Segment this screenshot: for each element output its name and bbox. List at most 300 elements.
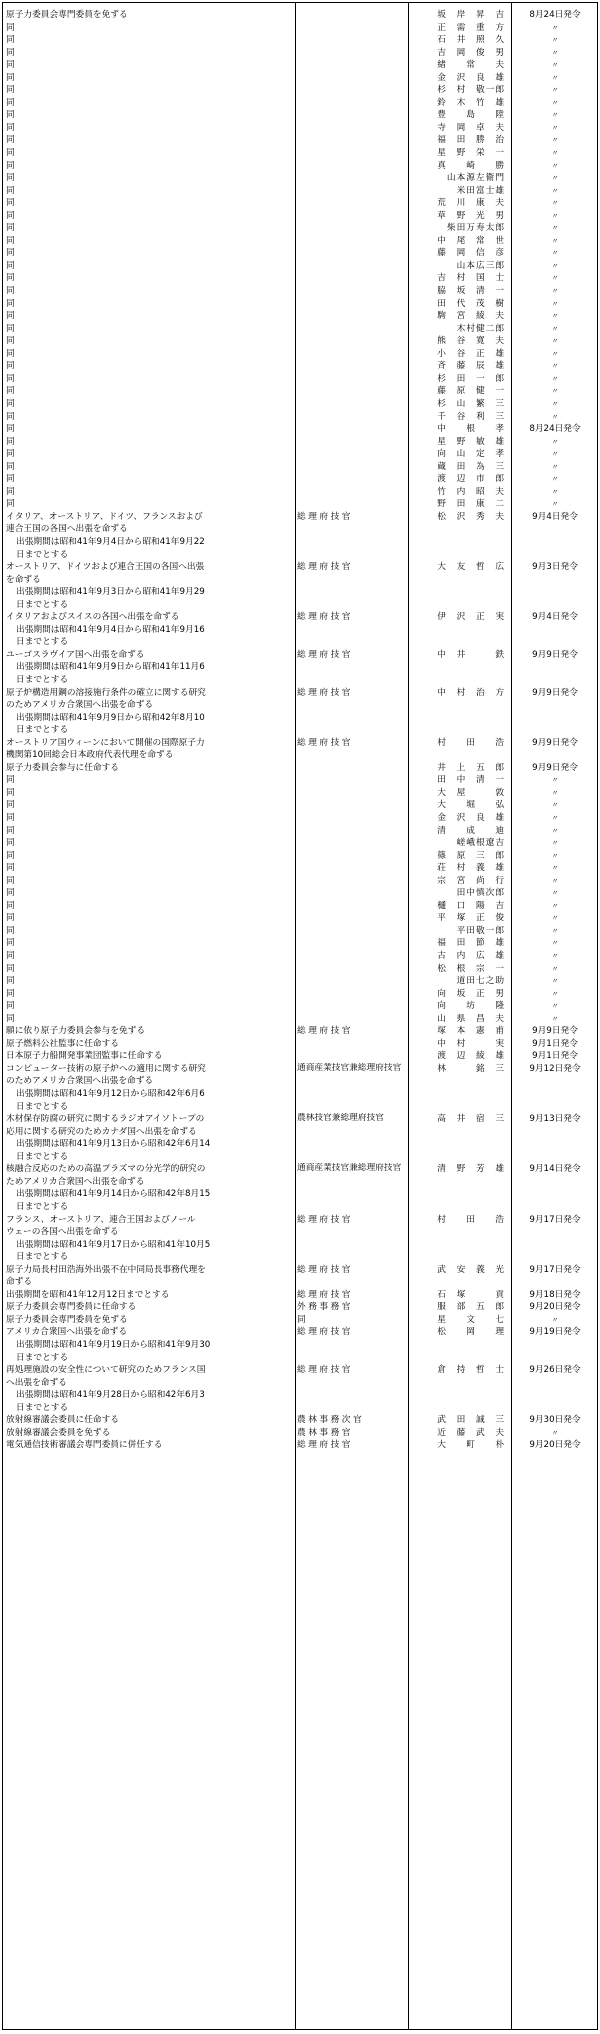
person-name: 倉 持 哲 士 (437, 1365, 505, 1376)
issue-date: 9月20日発令 (529, 1302, 581, 1313)
appointment-matter (6, 109, 293, 122)
issue-date: 〃 (551, 964, 559, 973)
person-name: 向 山 定 孝 (437, 449, 505, 460)
table-row (3, 812, 597, 825)
table-row (3, 963, 597, 976)
official-post: 通商産業技官兼総理府技官 (297, 1163, 402, 1174)
person-name: 鈴 木 竹 雄 (437, 97, 505, 108)
matter-line: 出張期間を昭和41年12月12日までとする (6, 1289, 170, 1300)
appointment-matter (6, 1214, 293, 1264)
table-row (3, 1427, 597, 1440)
matter-line: 同 (6, 925, 15, 936)
matter-line: を命ずる (6, 574, 41, 585)
issue-date: 〃 (551, 287, 559, 296)
person-name: 林 銘 三 (437, 1063, 505, 1074)
travel-period-note: 出張期間は昭和41年9月28日から昭和42年6月3 (16, 1390, 205, 1401)
matter-line: 同 (6, 888, 15, 899)
matter-line: 同 (6, 198, 15, 209)
appointment-matter (6, 260, 293, 273)
table-row (3, 774, 597, 787)
table-row (3, 160, 597, 173)
issue-date: 〃 (551, 901, 559, 910)
issue-date: 〃 (551, 136, 559, 145)
person-name: 松 沢 秀 夫 (437, 511, 505, 522)
official-post: 外務事務官 (297, 1302, 353, 1313)
table-row (3, 511, 597, 561)
appointment-matter (6, 84, 293, 97)
issue-date: 〃 (551, 1002, 559, 1011)
person-name: 山 県 昌 夫 (437, 1013, 505, 1024)
travel-period-note: 日までとする (16, 637, 69, 648)
issue-date: 〃 (551, 362, 559, 371)
appointment-matter (6, 147, 293, 160)
official-post: 総理府技官 (297, 1214, 353, 1225)
table-row (3, 134, 597, 147)
table-row (3, 498, 597, 511)
appointment-matter (6, 1113, 293, 1163)
matter-line: 原子力委員会専門委員を免ずる (6, 10, 128, 20)
person-name: 松 岡 理 (437, 1327, 505, 1338)
person-name: 伊 沢 正 実 (437, 612, 505, 623)
issue-date: 〃 (551, 211, 559, 220)
table-row (3, 298, 597, 311)
person-name: 田中慎次郎 (456, 888, 505, 899)
issue-date: 〃 (551, 324, 559, 333)
appointment-matter (6, 875, 293, 888)
matter-line: 原子力局長村田浩海外出張不在中同局長事務代理を (6, 1264, 206, 1275)
person-name: 吉 岡 俊 男 (437, 47, 505, 58)
issue-date: 〃 (551, 36, 559, 45)
issue-date: 〃 (551, 500, 559, 509)
matter-line: 同 (6, 449, 15, 460)
person-name: 松 根 宗 一 (437, 963, 505, 974)
matter-line: 同 (6, 260, 15, 271)
table-row (3, 900, 597, 913)
travel-period-note: 日までとする (16, 725, 69, 736)
person-name: 寺 岡 卓 夫 (437, 122, 505, 133)
person-name: 田 代 茂 樹 (437, 298, 505, 309)
matter-line: イタリアおよびスイスの各国へ出張を命ずる (6, 612, 180, 623)
table-row (3, 310, 597, 323)
table-row (3, 762, 597, 775)
travel-period-note: 出張期間は昭和41年9月13日から昭和42年6月14 (16, 1139, 211, 1150)
table-row (3, 561, 597, 611)
official-post: 総理府技官 (297, 687, 353, 698)
issue-date: 〃 (551, 399, 559, 408)
matter-line: 原子燃料公社監事に任命する (6, 1038, 119, 1049)
travel-period-note: 日までとする (16, 1151, 69, 1162)
person-name: 清 成 迪 (437, 825, 505, 836)
official-post: 農林事務官 (297, 1427, 353, 1438)
table-row (3, 887, 597, 900)
issue-date: 9月4日発令 (532, 511, 578, 522)
person-name: 吉 村 国 士 (437, 273, 505, 284)
matter-line: 同 (6, 323, 15, 334)
appointment-matter (6, 59, 293, 72)
table-row (3, 411, 597, 424)
matter-line: 同 (6, 813, 15, 823)
matter-line: 同 (6, 963, 15, 974)
table-row (3, 649, 597, 687)
issue-date: 9月12日発令 (529, 1063, 581, 1074)
table-row (3, 925, 597, 938)
appointment-list (3, 9, 597, 1452)
issue-date: 9月17日発令 (529, 1214, 581, 1225)
appointment-matter (6, 423, 293, 436)
person-name: 平 塚 正 俊 (437, 913, 505, 924)
issue-date: 〃 (551, 98, 559, 107)
travel-period-note: 出張期間は昭和41年9月4日から昭和41年9月16 (16, 624, 205, 635)
issue-date: 9月26日発令 (529, 1365, 581, 1376)
person-name: 藤 原 健 一 (437, 386, 505, 397)
travel-period-note: 出張期間は昭和41年9月19日から昭和41年9月30 (16, 1339, 211, 1350)
person-name: 杉 村 敬一郎 (437, 85, 505, 96)
table-row (3, 1038, 597, 1051)
issue-date: 〃 (551, 788, 559, 797)
matter-line: 同 (6, 135, 15, 146)
table-row (3, 260, 597, 273)
matter-line: 同 (6, 775, 15, 786)
person-name: 渡 辺 市 郎 (437, 474, 505, 485)
person-name: 村 田 浩 (437, 737, 505, 748)
matter-line: 放射線審議会委員を免ずる (6, 1427, 111, 1438)
matter-line: 同 (6, 235, 15, 246)
person-name: 星 文 七 (437, 1314, 505, 1325)
issue-date: 〃 (551, 1428, 559, 1437)
issue-date: 〃 (551, 889, 559, 898)
appointment-matter (6, 1163, 293, 1213)
matter-line: アメリカ合衆国へ出張を命ずる (6, 1327, 128, 1338)
person-name: 坂 岸 昇 吉 (437, 10, 505, 20)
table-row (3, 72, 597, 85)
issue-date: 〃 (551, 174, 559, 183)
matter-line: コンピューター技術の原子炉への適用に関する研究 (6, 1063, 206, 1074)
matter-line: 同 (6, 499, 15, 510)
appointment-matter (6, 937, 293, 950)
appointment-matter (6, 97, 293, 110)
table-row (3, 222, 597, 235)
appointment-matter (6, 398, 293, 411)
official-post: 総理府技官 (297, 649, 353, 660)
matter-line: 同 (6, 938, 15, 949)
person-name: 大 堀 弘 (437, 800, 505, 811)
appointment-matter (6, 436, 293, 449)
matter-line: 同 (6, 951, 15, 962)
appointment-matter (6, 285, 293, 298)
person-name: 熊 谷 寛 夫 (437, 336, 505, 347)
person-name: 米田富士雄 (456, 185, 505, 196)
appointment-matter (6, 887, 293, 900)
issue-date: 〃 (551, 776, 559, 785)
appointment-matter (6, 47, 293, 60)
appointment-matter (6, 235, 293, 248)
appointment-matter (6, 461, 293, 474)
appointment-matter (6, 172, 293, 185)
person-name: 柴田万寿太郎 (446, 223, 505, 234)
appointment-matter (6, 950, 293, 963)
issue-date: 9月9日発令 (532, 687, 578, 698)
issue-date: 9月9日発令 (532, 737, 578, 748)
matter-line: 同 (6, 298, 15, 309)
matter-line: 同 (6, 373, 15, 384)
issue-date: 〃 (551, 111, 559, 120)
table-row (3, 473, 597, 486)
matter-line: 応用に関する研究のためカナダ国へ出張を命ずる (6, 1126, 197, 1137)
official-post: 農林技官兼総理府技官 (297, 1113, 384, 1124)
matter-line: 同 (6, 386, 15, 397)
official-post: 総理府技官 (297, 1327, 353, 1338)
appointment-matter (6, 900, 293, 913)
table-row (3, 423, 597, 436)
travel-period-note: 日までとする (16, 1201, 69, 1212)
person-name: 小 谷 正 雄 (437, 348, 505, 359)
appointment-matter (6, 247, 293, 260)
issue-date: 〃 (551, 939, 559, 948)
matter-line: 放射線審議会委員に任命する (6, 1415, 119, 1426)
appointment-matter (6, 486, 293, 499)
person-name: 樋 口 陽 吉 (437, 900, 505, 911)
table-row (3, 875, 597, 888)
issue-date: 〃 (551, 249, 559, 258)
matter-line: 同 (6, 210, 15, 221)
person-name: 荘 村 義 雄 (437, 863, 505, 874)
table-row (3, 1000, 597, 1013)
appointment-matter (6, 160, 293, 173)
appointment-matter (6, 411, 293, 424)
travel-period-note: 日までとする (16, 599, 69, 610)
table-row (3, 247, 597, 260)
person-name: 脇 坂 清 一 (437, 286, 505, 297)
table-row (3, 210, 597, 223)
matter-line: 同 (6, 248, 15, 259)
appointment-matter (6, 197, 293, 210)
person-name: 山本広三郎 (456, 260, 505, 271)
matter-line: オーストリア国ウィーンにおいて開催の国際原子力 (6, 737, 205, 748)
table-row (3, 436, 597, 449)
person-name: 木村健二郎 (456, 323, 505, 334)
person-name: 村 田 浩 (437, 1214, 505, 1225)
matter-line: 同 (6, 1013, 15, 1024)
matter-line: 同 (6, 424, 15, 435)
person-name: 蔵 田 為 三 (437, 461, 505, 472)
issue-date: 〃 (551, 161, 559, 170)
matter-line: ためアメリカ合衆国へ出張を命ずる (6, 1176, 145, 1187)
person-name: 真 崎 勝 (437, 160, 505, 171)
matter-line: のためアメリカ合衆国へ出張を命ずる (6, 700, 154, 711)
matter-line: 原子力委員会参与に任命する (6, 762, 119, 773)
table-row (3, 1013, 597, 1026)
appointment-matter (6, 1314, 293, 1327)
issue-date: 〃 (551, 1014, 559, 1023)
appointment-matter (6, 687, 293, 737)
person-name: 星 野 栄 一 (437, 148, 505, 159)
issue-date: 〃 (551, 851, 559, 860)
matter-line: 同 (6, 35, 15, 46)
issue-date: 〃 (551, 487, 559, 496)
travel-period-note: 出張期間は昭和41年9月9日から昭和41年11月6 (16, 662, 205, 673)
appointment-matter (6, 850, 293, 863)
appointment-matter (6, 963, 293, 976)
issue-date: 〃 (551, 914, 559, 923)
person-name: 中 村 実 (437, 1038, 505, 1049)
matter-line: 同 (6, 863, 15, 874)
matter-line: 核融合反応のための高温プラズマの分光学的研究の (6, 1164, 206, 1175)
issue-date: 〃 (551, 186, 559, 195)
table-row (3, 837, 597, 850)
table-row (3, 1364, 597, 1414)
appointment-matter (6, 1414, 293, 1427)
person-name: 金 沢 良 雄 (437, 72, 505, 83)
table-row (3, 611, 597, 649)
issue-date: 9月1日発令 (532, 1051, 578, 1062)
matter-line: ユーゴスラヴイア国へ出張を命ずる (6, 649, 145, 660)
table-row (3, 912, 597, 925)
table-row (3, 185, 597, 198)
person-name: 荒 川 康 夫 (437, 198, 505, 209)
issue-date: 〃 (551, 989, 559, 998)
appointment-matter (6, 9, 293, 22)
table-row (3, 799, 597, 812)
matter-line: 同 (6, 486, 15, 497)
table-row (3, 787, 597, 800)
matter-line: イタリア、オーストリア、ドイツ、フランスおよび (6, 511, 203, 522)
matter-line: 同 (6, 60, 15, 71)
travel-period-note: 日までとする (16, 549, 69, 560)
table-row (3, 950, 597, 963)
travel-period-note: 出張期間は昭和41年9月3日から昭和41年9月29 (16, 587, 205, 598)
issue-date: 9月9日発令 (532, 762, 578, 773)
matter-line: 同 (6, 787, 15, 798)
travel-period-note: 日までとする (16, 1101, 69, 1112)
official-post: 通商産業技官兼総理府技官 (297, 1062, 402, 1073)
appointment-matter (6, 912, 293, 925)
matter-line: 同 (6, 311, 15, 322)
issue-date: 〃 (551, 437, 559, 446)
appointment-matter (6, 134, 293, 147)
person-name: 金 沢 良 雄 (437, 813, 505, 823)
table-row (3, 1264, 597, 1289)
person-name: 塚 本 憲 甫 (437, 1026, 505, 1037)
matter-line: 同 (6, 173, 15, 184)
person-name: 武 田 誠 三 (437, 1415, 505, 1426)
issue-date: 9月13日発令 (529, 1114, 581, 1125)
person-name: 宗 宮 尚 行 (437, 875, 505, 886)
table-row (3, 1326, 597, 1364)
person-name: 田 中 清 一 (437, 775, 505, 786)
appointment-matter (6, 72, 293, 85)
appointment-matter (6, 473, 293, 486)
matter-line: 電気通信技術審議会専門委員に併任する (6, 1440, 163, 1451)
matter-line: のためアメリカ合衆国へ出張を命ずる (6, 1076, 154, 1087)
issue-date: 9月9日発令 (532, 1026, 578, 1037)
table-row (3, 1289, 597, 1302)
person-name: 高 井 宿 三 (437, 1114, 505, 1125)
table-row (3, 22, 597, 35)
matter-line: 機関第10回総会日本政府代表代理を命ずる (6, 750, 174, 761)
person-name: 中 井 鉄 (437, 649, 505, 660)
issue-date: 〃 (551, 926, 559, 935)
matter-line: 同 (6, 286, 15, 297)
table-row (3, 687, 597, 737)
matter-line: 同 (6, 273, 15, 284)
table-row (3, 84, 597, 97)
matter-line: フランス、オーストリア、連合王国およびノール (6, 1214, 196, 1225)
matter-line: 同 (6, 474, 15, 485)
table-row (3, 1414, 597, 1427)
matter-line: 同 (6, 411, 15, 422)
appointment-matter (6, 448, 293, 461)
issue-date: 〃 (551, 826, 559, 835)
appointment-matter (6, 335, 293, 348)
appointment-matter (6, 1038, 293, 1051)
matter-line: 同 (6, 461, 15, 472)
issue-date: 〃 (551, 86, 559, 95)
table-row (3, 1439, 597, 1452)
table-row (3, 97, 597, 110)
matter-line: 同 (6, 825, 15, 836)
issue-date: 9月19日発令 (529, 1327, 581, 1338)
matter-line: 同 (6, 398, 15, 409)
issue-date: 〃 (551, 814, 559, 822)
official-post: 総理府技官 (297, 1365, 353, 1376)
issue-date: 〃 (551, 224, 559, 233)
person-name: 星 野 敏 雄 (437, 436, 505, 447)
issue-date: 〃 (551, 123, 559, 132)
appointment-matter (6, 348, 293, 361)
table-row (3, 285, 597, 298)
appointment-matter (6, 385, 293, 398)
person-name: 石 井 照 久 (437, 35, 505, 46)
appointment-matter (6, 1427, 293, 1440)
person-name: 道田七之助 (456, 976, 505, 987)
table-row (3, 1163, 597, 1213)
appointment-matter (6, 22, 293, 35)
matter-line: 同 (6, 85, 15, 96)
issue-date: 〃 (551, 61, 559, 70)
table-row (3, 850, 597, 863)
appointment-matter (6, 1025, 293, 1038)
matter-line: 同 (6, 1001, 15, 1012)
matter-line: 同 (6, 110, 15, 121)
table-row (3, 9, 597, 22)
issue-date: 〃 (551, 312, 559, 321)
person-name: 藤 岡 信 彦 (437, 248, 505, 259)
appointment-matter (6, 310, 293, 323)
issue-date: 〃 (551, 412, 559, 421)
table-row (3, 147, 597, 160)
matter-line: 同 (6, 223, 15, 234)
person-name: 草 野 光 男 (437, 210, 505, 221)
issue-date: 9月30日発令 (529, 1415, 581, 1426)
appointment-matter (6, 1301, 293, 1314)
matter-line: 同 (6, 913, 15, 924)
official-post: 総理府技官 (297, 562, 353, 573)
matter-line: 同 (6, 436, 15, 447)
person-name: 斉 藤 辰 雄 (437, 361, 505, 372)
issue-date: 8月24日発令 (529, 424, 581, 435)
table-row (3, 988, 597, 1001)
person-name: 福 田 勝 治 (437, 135, 505, 146)
appointment-matter (6, 925, 293, 938)
table-row (3, 825, 597, 838)
person-name: 千 谷 利 三 (437, 411, 505, 422)
issue-date: 〃 (551, 73, 559, 82)
table-row (3, 172, 597, 185)
table-row (3, 398, 597, 411)
matter-line: 原子力委員会専門委員を免ずる (6, 1314, 128, 1325)
appointment-matter (6, 1326, 293, 1364)
issue-date: 〃 (551, 349, 559, 358)
